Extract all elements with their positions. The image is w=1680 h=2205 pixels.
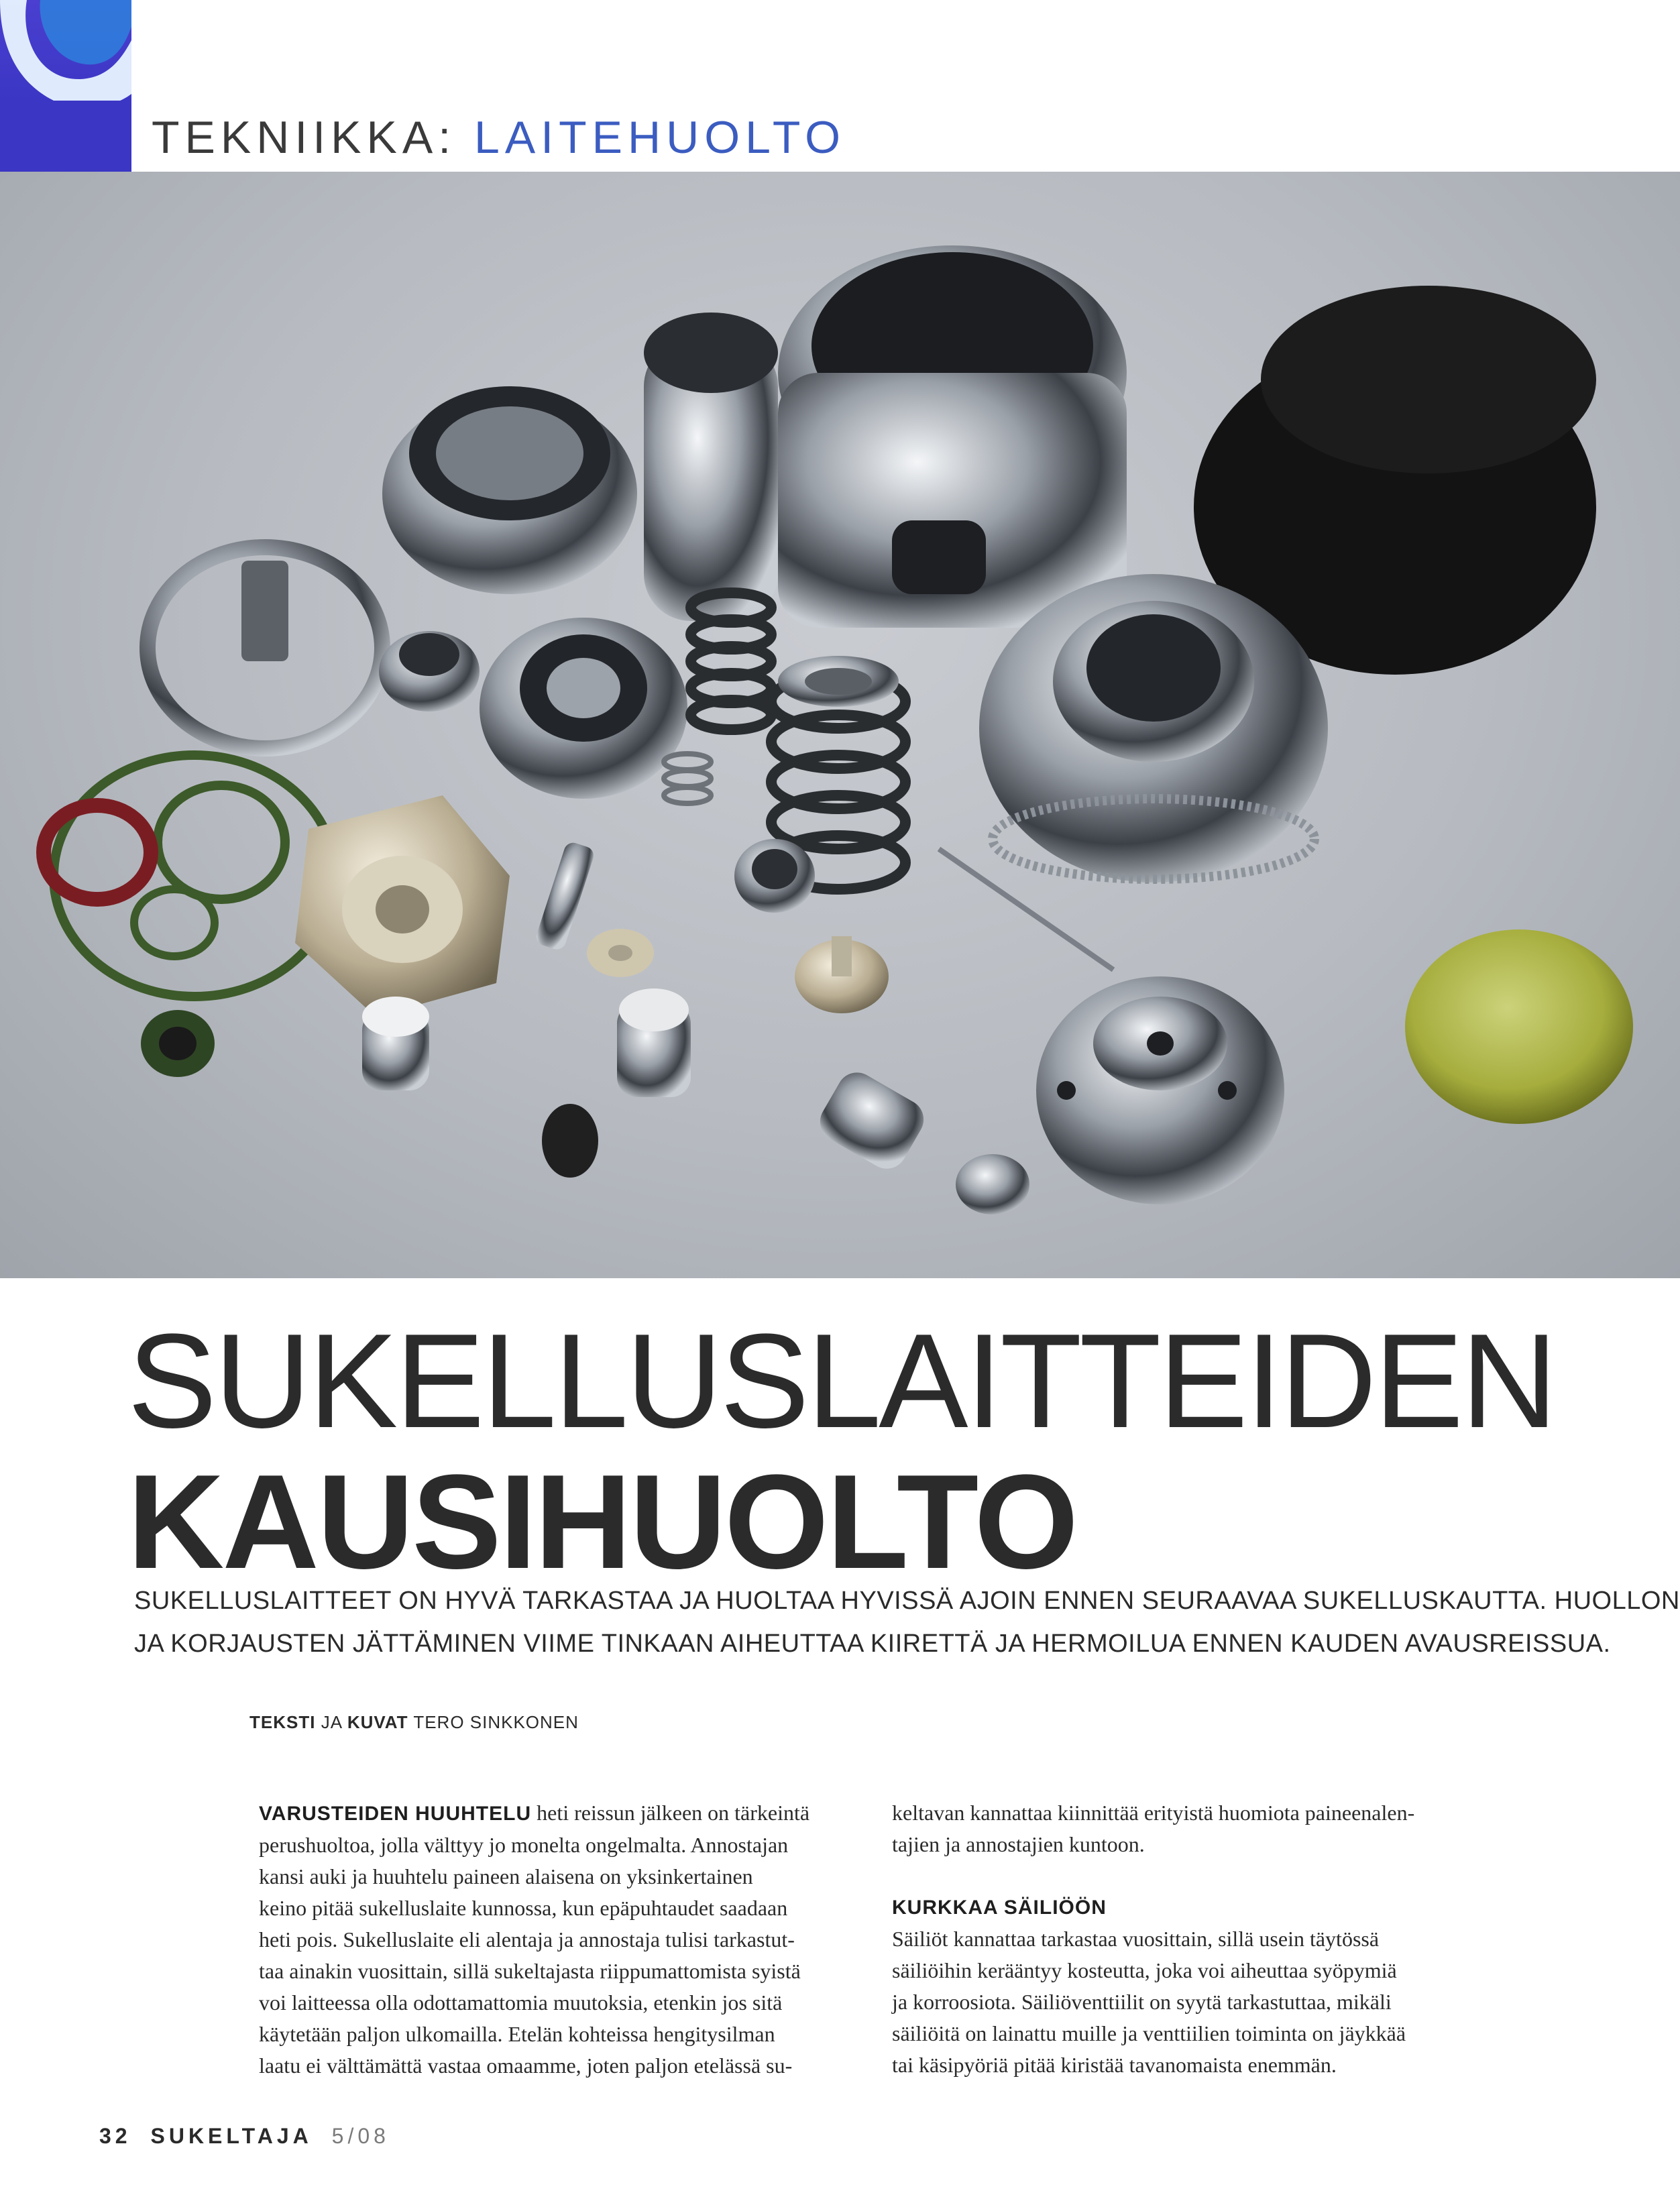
headline-line-2: KAUSIHUOLTO (127, 1447, 1077, 1597)
body-line: Säiliöt kannattaa tarkastaa vuosittain, sillä usein täytössä (892, 1927, 1380, 1951)
byline-author: TERO SINKKONEN (413, 1712, 579, 1732)
body-line: voi laitteessa olla odottamattomia muutoksia, etenkin jos sitä (259, 1990, 783, 2015)
page-number: 32 (99, 2124, 131, 2148)
paragraph-lead-word: VARUSTEIDEN HUUHTELU (259, 1803, 532, 1825)
byline (249, 1709, 579, 1736)
body-line: perushuoltoa, jolla välttyy jo monelta ongelmalta. Annostajan (259, 1833, 789, 1857)
body-line: laatu ei välttämättä vastaa omaamme, joten paljon etelässä su- (259, 2053, 793, 2078)
lead-paragraph (134, 1579, 1680, 1665)
byline-text-label: TEKSTI (249, 1712, 316, 1732)
body-line: keltavan kannattaa kiinnittää erityistä huomiota paineenalen- (892, 1801, 1415, 1825)
body-line: keino pitää sukelluslaite kunnossa, kun epäpuhtaudet saadaan (259, 1896, 788, 1920)
section-name: LAITEHUOLTO (474, 112, 846, 163)
page-footer (99, 2119, 390, 2153)
magazine-name: SUKELTAJA (150, 2124, 313, 2148)
body-line: kansi auki ja huuhtelu paineen alaisena on yksinkertainen (259, 1864, 753, 1888)
magazine-logo-icon (0, 0, 131, 172)
byline-joiner: JA (321, 1712, 342, 1732)
body-line (259, 1797, 842, 1829)
body-line: säiliöitä on lainattu muille ja venttiilien toiminta on jäykkää (892, 2021, 1406, 2045)
body-line: tajien ja annostajien kuntoon. (892, 1832, 1145, 1856)
lead-line-1: SUKELLUSLAITTEET ON HYVÄ TARKASTAA JA HUOLTAA HYVISSÄ AJOIN ENNEN SEURAAVAA SUKELLUSKAUTTA. HUOLLON (134, 1587, 1680, 1615)
body-line: ja korroosiota. Säiliöventtiilit on syytä tarkastuttaa, mikäli (892, 1990, 1392, 2014)
issue-number: 5/08 (331, 2124, 390, 2148)
body-line: taa ainakin vuosittain, sillä sukeltajasta riippumattomista syistä (259, 1959, 801, 1983)
body-text: heti reissun jälkeen on tärkeintä (537, 1801, 810, 1825)
headline-line-1: SUKELLUSLAITTEIDEN (127, 1306, 1555, 1456)
section-label (152, 107, 846, 168)
body-column-right (892, 1797, 1469, 2081)
regulator-parts-photo (0, 172, 1680, 1278)
byline-photo-label: KUVAT (347, 1712, 408, 1732)
body-line: heti pois. Sukelluslaite eli alentaja ja annostaja tulisi tarkastut- (259, 1927, 795, 1952)
section-prefix: TEKNIIKKA: (152, 112, 457, 163)
subheading: KURKKAA SÄILIÖÖN (892, 1897, 1107, 1919)
lead-line-2: JA KORJAUSTEN JÄTTÄMINEN VIIME TINKAAN AIHEUTTAA KIIRETTÄ JA HERMOILUA ENNEN KAUDEN AVAUSREISSUA. (134, 1630, 1611, 1658)
body-line: säiliöihin kerääntyy kosteutta, joka voi aiheuttaa syöpymiä (892, 1958, 1397, 1982)
body-line: käytetään paljon ulkomailla. Etelän kohteissa hengitysilman (259, 2022, 775, 2046)
body-line: tai käsipyöriä pitää kiristää tavanomaista enemmän. (892, 2053, 1337, 2077)
body-column-left (259, 1797, 842, 2082)
